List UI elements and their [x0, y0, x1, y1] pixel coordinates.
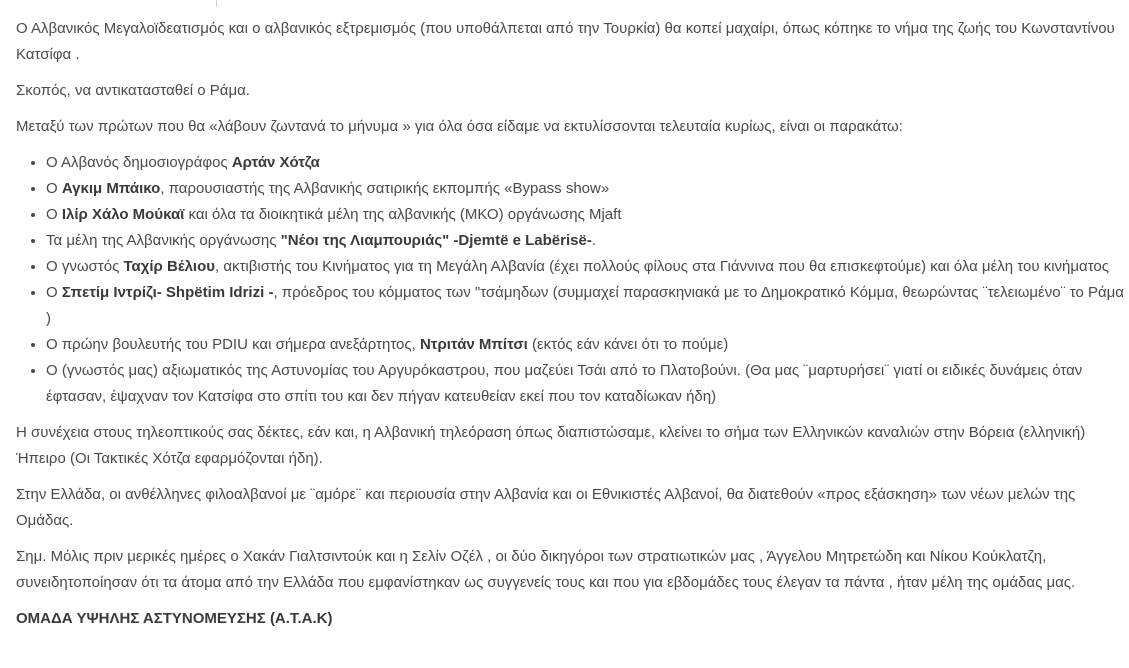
- paragraph-continuation: Η συνέχεια στους τηλεοπτικούς σας δέκτες, εάν και, η Αλβανική τηλεόραση όπως διαπιστώσαμε, κλείνει το σήμα των Ελληνικών καναλιών στην Βόρεια (ελληνική) Ήπειρο (Οι Τακτικές Χότζα εφαρμόζονται ήδη).: [16, 424, 1086, 467]
- list-item: • Ο Ιλίρ Χάλο Μούκαϊ και όλα τα διοικητικά μέλη της αλβανικής (ΜΚΟ) οργάνωσης Mjaft: [46, 202, 1126, 228]
- person-name: Αρτάν Χότζα: [231, 154, 320, 171]
- paragraph-goal: Σκοπός, να αντικατασταθεί ο Ράμα.: [16, 82, 250, 99]
- list-item: • Ο Αλβανός δημοσιογράφος Αρτάν Χότζα: [46, 150, 1126, 176]
- list-item: • Ο (γνωστός μας) αξιωματικός της Αστυνομίας του Αργυρόκαστρου, που μαζεύει Τσάι από το Πλατοβούνι. (Θα μας ¨μαρτυρήσει¨ γιατί οι ειδικές δυνάμεις όταν έφτασαν, έψαχναν τον Κατσίφα στο σπίτι του και δεν πήγαν κατευθείαν εκεί που τον καταδίωκαν ήδη): [46, 358, 1126, 410]
- list-item: • Ο γνωστός Ταχίρ Βέλιου, ακτιβιστής του Κινήματος για τη Μεγάλη Αλβανία (έχει πολλούς φίλους στα Γιάννινα που θα επισκεφτούμε) και όλα μέλη του κινήματος: [46, 254, 1126, 280]
- organization-name: "Νέοι της Λιαμπουριάς" -Djemtë e Labërisë-: [280, 232, 592, 249]
- list-item: • Ο Αγκιμ Μπάικο, παρουσιαστής της Αλβανικής σατιρικής εκπομπής «Bypass show»: [46, 176, 1126, 202]
- person-name: Ιλίρ Χάλο Μούκαϊ: [61, 206, 185, 223]
- person-name: Σπετίμ Ιντρίζι- Shpëtim Idrizi -: [61, 284, 274, 301]
- paragraph-note: Σημ. Μόλις πριν μερικές ημέρες ο Χακάν Γιαλτσιντούκ και η Σελίν Οζέλ , οι δύο δικηγόροι των στρατιωτικών μας , Άγγελου Μητρετώδη και Νίκου Κούκλατζη, συνειδητοποίησαν ότι τα άτομα από την Ελλάδα που εμφανίστηκαν ως συγγενείς τους και που για εβδομάδες τους έλεγαν τα πάντα , ήταν μέλη της ομάδας μας.: [16, 548, 1076, 591]
- list-item: • Ο Σπετίμ Ιντρίζι- Shpëtim Idrizi -, πρόεδρος του κόμματος των "τσάμηδων (συμμαχεί παρασκηνιακά με το Δημοκρατικό Κόμμα, θεωρώντας ¨τελειωμένο¨ το Ράμα ): [46, 280, 1126, 332]
- person-name: Ντριτάν Μπίτσι: [419, 336, 528, 353]
- person-name: Ταχίρ Βέλιου: [123, 258, 215, 275]
- top-divider: [216, 0, 217, 7]
- paragraph-intro: Ο Αλβανικός Μεγαλοϊδεατισμός και ο αλβανικός εξτρεμισμός (που υποθάλπεται από την Τουρκία) θα κοπεί μαχαίρι, όπως κόπηκε το νήμα της ζωής του Κωνσταντίνου Κατσίφα .: [16, 20, 1115, 63]
- person-name: Αγκιμ Μπάικο: [61, 180, 161, 197]
- list-item: • Τα μέλη της Αλβανικής οργάνωσης "Νέοι της Λιαμπουριάς" -Djemtë e Labërisë-.: [46, 228, 1126, 254]
- list-item: • Ο πρώην βουλευτής του PDIU και σήμερα ανεξάρτητος, Ντριτάν Μπίτσι (εκτός εάν κάνει ότι το πούμε): [46, 332, 1126, 358]
- paragraph-greece: Στην Ελλάδα, οι ανθέλληνες φιλοαλβανοί με ¨αμόρε¨ και περιουσία στην Αλβανία και οι Εθνικιστές Αλβανοί, θα διατεθούν «προς εξάσκηση» των νέων μελών της Ομάδας.: [16, 486, 1076, 529]
- targets-list: [16, 150, 1126, 410]
- paragraph-list-intro: Μεταξύ των πρώτων που θα «λάβουν ζωντανά το μήνυμα » για όλα όσα είδαμε να εκτυλίσσονται τελευταία κυρίως, είναι οι παρακάτω:: [16, 118, 903, 135]
- signature: ΟΜΑΔΑ ΥΨΗΛΗΣ ΑΣΤΥΝΟΜΕΥΣΗΣ (Α.Τ.Α.Κ): [16, 610, 333, 627]
- article-body: [16, 16, 1126, 642]
